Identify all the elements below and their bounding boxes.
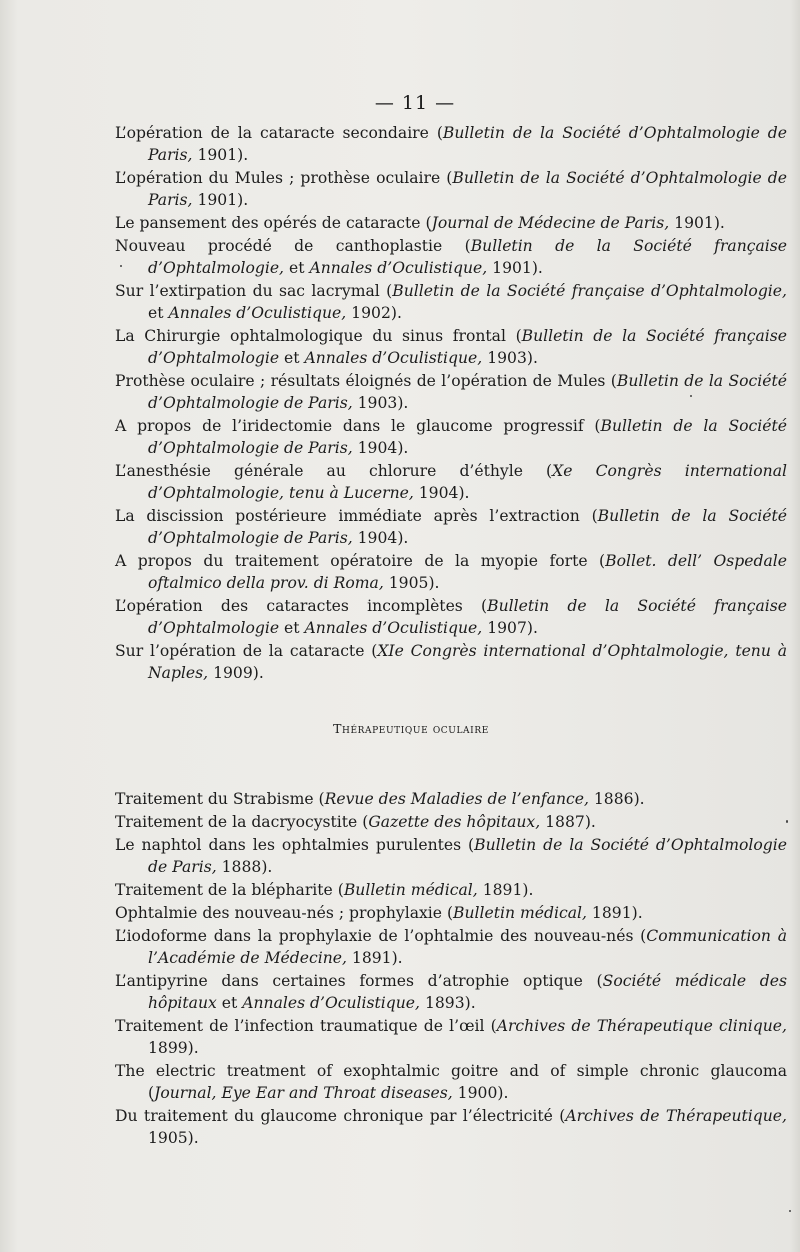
bibliography-entry [115,415,787,459]
journal-title: XIe Congrès international d’Ophtalmologie, tenu à Naples, [148,642,787,682]
journal-title: Annales d’Oculistique, [304,619,483,637]
entry-text: 1887). [540,813,596,831]
entry-text: Sur l’extirpation du sac lacrymal ( [115,282,393,300]
entry-text: 1907). [482,619,538,637]
scan-speck [120,265,122,267]
journal-title: Revue des Maladies de l’enfance, [324,790,589,808]
bibliography-entry [115,505,787,549]
bibliography-entry [115,640,787,684]
journal-title: Journal, Eye Ear and Throat diseases, [154,1084,453,1102]
entry-text: Du traitement du glaucome chronique par l’électricité ( [115,1107,566,1125]
bibliography-entry [115,595,787,639]
entry-text: 1903). [352,394,409,412]
journal-title: Bulletin de la Société d’Ophtalmologie de Paris, [148,507,787,547]
entry-text: Traitement de l’infection traumatique de l’œil ( [115,1017,497,1035]
bibliography-entry [115,1060,787,1104]
journal-title: Archives de Thérapeutique, [565,1107,787,1125]
entry-text: La Chirurgie ophtalmologique du sinus frontal ( [115,327,522,345]
entry-text: 1905). [383,574,440,592]
journal-title: Xe Congrès international d’Ophtalmologie, tenu à Lucerne, [148,462,788,502]
bibliography-entry [115,235,787,279]
entry-text: 1886). [588,790,645,808]
bibliography-entry [115,879,787,901]
bibliography-entry [115,167,787,211]
journal-title: Bulletin de la Société française d’Ophtalmologie, [148,237,787,277]
bibliography-entry [115,325,787,369]
entry-text: Sur l’opération de la cataracte ( [115,642,378,660]
bibliography-entry [115,1015,787,1059]
page-number: — 11 — [374,92,456,114]
entry-text: Traitement de la blépharite ( [115,881,344,899]
journal-title: Annales d’Oculistique, [168,304,347,322]
entry-text: Traitement de la dacryocystite ( [115,813,369,831]
entry-text: 1893). [420,994,476,1012]
journal-title: Annales d’Oculistique, [304,349,483,367]
bibliography-entry [115,550,787,594]
bibliography-entry [115,834,787,878]
scan-speck [789,1210,791,1212]
bibliography-entry [115,925,787,969]
journal-title: Journal de Médecine de Paris, [431,214,670,232]
journal-title: Bulletin de la Société d’Ophtalmologie de Paris, [148,417,787,457]
entry-text: A propos de l’iridectomie dans le glaucome progressif ( [115,417,601,435]
entry-text: 1901). [669,214,725,232]
entry-text: 1904). [413,484,470,502]
entry-text: L’opération de la cataracte secondaire ( [115,124,443,142]
journal-title: Annales d’Oculistique, [309,259,488,277]
journal-title: Gazette des hôpitaux, [368,813,541,831]
entry-text: 1899). [148,1039,199,1057]
entry-text: 1891). [346,949,403,967]
entry-text: 1904). [352,439,409,457]
entry-text: 1900). [452,1084,509,1102]
scan-speck [690,395,692,397]
entry-text: L’opération des cataractes incomplètes ( [115,597,488,615]
journal-title: Bulletin de la Société d’Ophtalmologie de Paris, [148,124,787,164]
journal-title: Annales d’Oculistique, [242,994,420,1012]
journal-title: Bulletin médical, [453,904,587,922]
entry-text: Le naphtol dans les ophtalmies purulentes ( [115,836,475,854]
entry-text: La discission postérieure immédiate après l’extraction ( [115,507,598,525]
bibliography-entry [115,122,787,166]
journal-title: Bulletin de la Société française d’Ophtalmologie, [392,282,787,300]
entry-text: 1888). [216,858,273,876]
bibliography-entry [115,280,787,324]
entry-text: L’anesthésie générale au chlorure d’éthyle ( [115,462,553,480]
entry-text: Ophtalmie des nouveau-nés ; prophylaxie ( [115,904,454,922]
journal-title: Bulletin médical, [343,881,478,899]
entry-text: et [216,994,243,1012]
entry-text: 1903). [482,349,538,367]
journal-title: Archives de Thérapeutique clinique, [496,1017,787,1035]
entry-text: 1891). [477,881,534,899]
publication-list-chirurgie [115,122,787,685]
journal-title: Société médicale des hôpitaux [148,972,788,1012]
journal-title: Bollet. dell’ Ospedale oftalmico della prov. di Roma, [148,552,787,592]
entry-text: 1891). [586,904,643,922]
entry-text: 1902). [346,304,402,322]
bibliography-entry [115,788,787,810]
scan-speck [786,820,788,823]
entry-text: 1905). [148,1129,199,1147]
entry-text: et [279,619,305,637]
bibliography-entry [115,460,787,504]
entry-text: 1904). [352,529,409,547]
journal-title: Bulletin de la Société française d’Ophtalmologie [148,327,788,367]
bibliography-entry [115,902,787,924]
entry-text: Traitement du Strabisme ( [115,790,325,808]
entry-text: Prothèse oculaire ; résultats éloignés de l’opération de Mules ( [115,372,617,390]
journal-title: Bulletin de la Société d’Ophtalmologie de Paris, [148,169,787,209]
bibliography-entry [115,370,787,414]
entry-text: et [148,304,169,322]
journal-title: Communication à l’Académie de Médecine, [148,927,788,967]
entry-text: The electric treatment of exophtalmic goitre and of simple chronic glaucoma ( [115,1062,787,1102]
journal-title: Bulletin de la Société française d’Ophtalmologie [148,597,787,637]
entry-text: L’antipyrine dans certaines formes d’atrophie optique ( [115,972,603,990]
journal-title: Bulletin de la Société d’Ophtalmologie de Paris, [148,836,787,876]
journal-title: Bulletin de la Société d’Ophtalmologie de Paris, [148,372,787,412]
entry-text: et [284,259,310,277]
entry-text: 1901). [192,146,249,164]
section-heading: Thérapeutique oculaire [333,721,489,736]
entry-text: L’iodoforme dans la prophylaxie de l’ophtalmie des nouveau-nés ( [115,927,647,945]
publication-list-therapeutique [115,788,787,1150]
entry-text: Nouveau procédé de canthoplastie ( [115,237,471,255]
bibliography-entry [115,1105,787,1149]
entry-text: 1901). [487,259,543,277]
entry-text: et [279,349,305,367]
bibliography-entry [115,811,787,833]
entry-text: A propos du traitement opératoire de la myopie forte ( [115,552,606,570]
bibliography-entry [115,970,787,1014]
entry-text: 1909). [208,664,264,682]
entry-text: L’opération du Mules ; prothèse oculaire ( [115,169,453,187]
bibliography-entry [115,212,787,234]
entry-text: Le pansement des opérés de cataracte ( [115,214,432,232]
entry-text: 1901). [192,191,249,209]
